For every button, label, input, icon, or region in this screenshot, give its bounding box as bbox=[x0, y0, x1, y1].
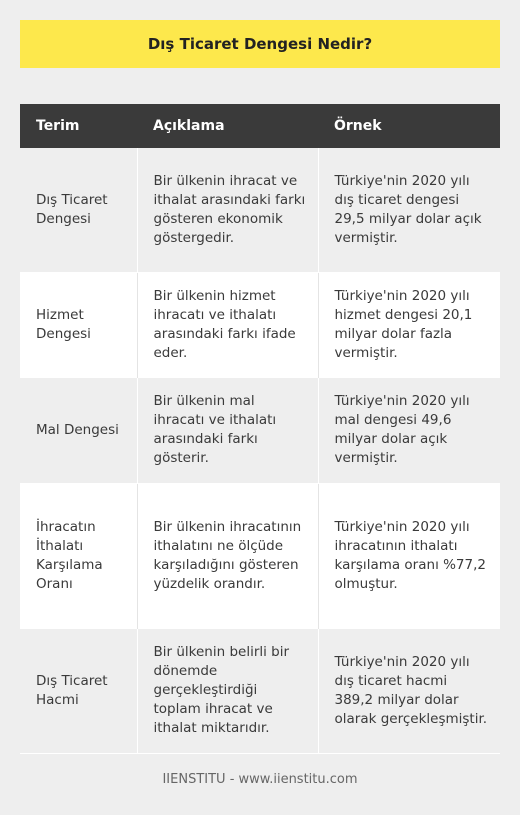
page-title-text: Dış Ticaret Dengesi Nedir? bbox=[147, 35, 373, 53]
example-cell: Türkiye'nin 2020 yılı dış ticaret dengesi 29,5 milyar dolar açık vermiştir. bbox=[318, 148, 500, 272]
term-cell: Mal Dengesi bbox=[20, 377, 137, 483]
table-row bbox=[20, 272, 500, 377]
example-cell: Türkiye'nin 2020 yılı hizmet dengesi 20,1 milyar dolar fazla vermiştir. bbox=[318, 272, 500, 377]
term-cell: Dış Ticaret Hacmi bbox=[20, 628, 137, 753]
example-cell: Türkiye'nin 2020 yılı ihracatının ithalatı karşılama oranı %77,2 olmuştur. bbox=[318, 483, 500, 628]
term-cell: İhracatın İthalatı Karşılama Oranı bbox=[20, 483, 137, 628]
term-cell: Hizmet Dengesi bbox=[20, 272, 137, 377]
table-row bbox=[20, 377, 500, 483]
header-term: Terim bbox=[20, 104, 137, 148]
header-example: Örnek bbox=[318, 104, 500, 148]
table-row bbox=[20, 148, 500, 272]
description-cell: Bir ülkenin ihracatının ithalatını ne ölçüde karşıladığını gösteren yüzdelik orandır. bbox=[137, 483, 318, 628]
table-row bbox=[20, 628, 500, 753]
description-cell: Bir ülkenin hizmet ihracatı ve ithalatı arasındaki farkı ifade eder. bbox=[137, 272, 318, 377]
table-row bbox=[20, 483, 500, 628]
description-cell: Bir ülkenin belirli bir dönemde gerçekleştirdiği toplam ihracat ve ithalat miktarıdır. bbox=[137, 628, 318, 753]
footer-credit: IIENSTITU - www.iienstitu.com bbox=[162, 772, 358, 787]
example-cell: Türkiye'nin 2020 yılı dış ticaret hacmi 389,2 milyar dolar olarak gerçekleşmiştir. bbox=[318, 628, 500, 753]
description-cell: Bir ülkenin ihracat ve ithalat arasındaki farkı gösteren ekonomik göstergedir. bbox=[137, 148, 318, 272]
example-cell: Türkiye'nin 2020 yılı mal dengesi 49,6 milyar dolar açık vermiştir. bbox=[318, 377, 500, 483]
header-description: Açıklama bbox=[137, 104, 318, 148]
description-cell: Bir ülkenin mal ihracatı ve ithalatı arasındaki farkı gösterir. bbox=[137, 377, 318, 483]
table-header-row bbox=[20, 104, 500, 148]
page-title bbox=[20, 20, 500, 68]
definitions-table bbox=[20, 104, 500, 754]
term-cell: Dış Ticaret Dengesi bbox=[20, 148, 137, 272]
